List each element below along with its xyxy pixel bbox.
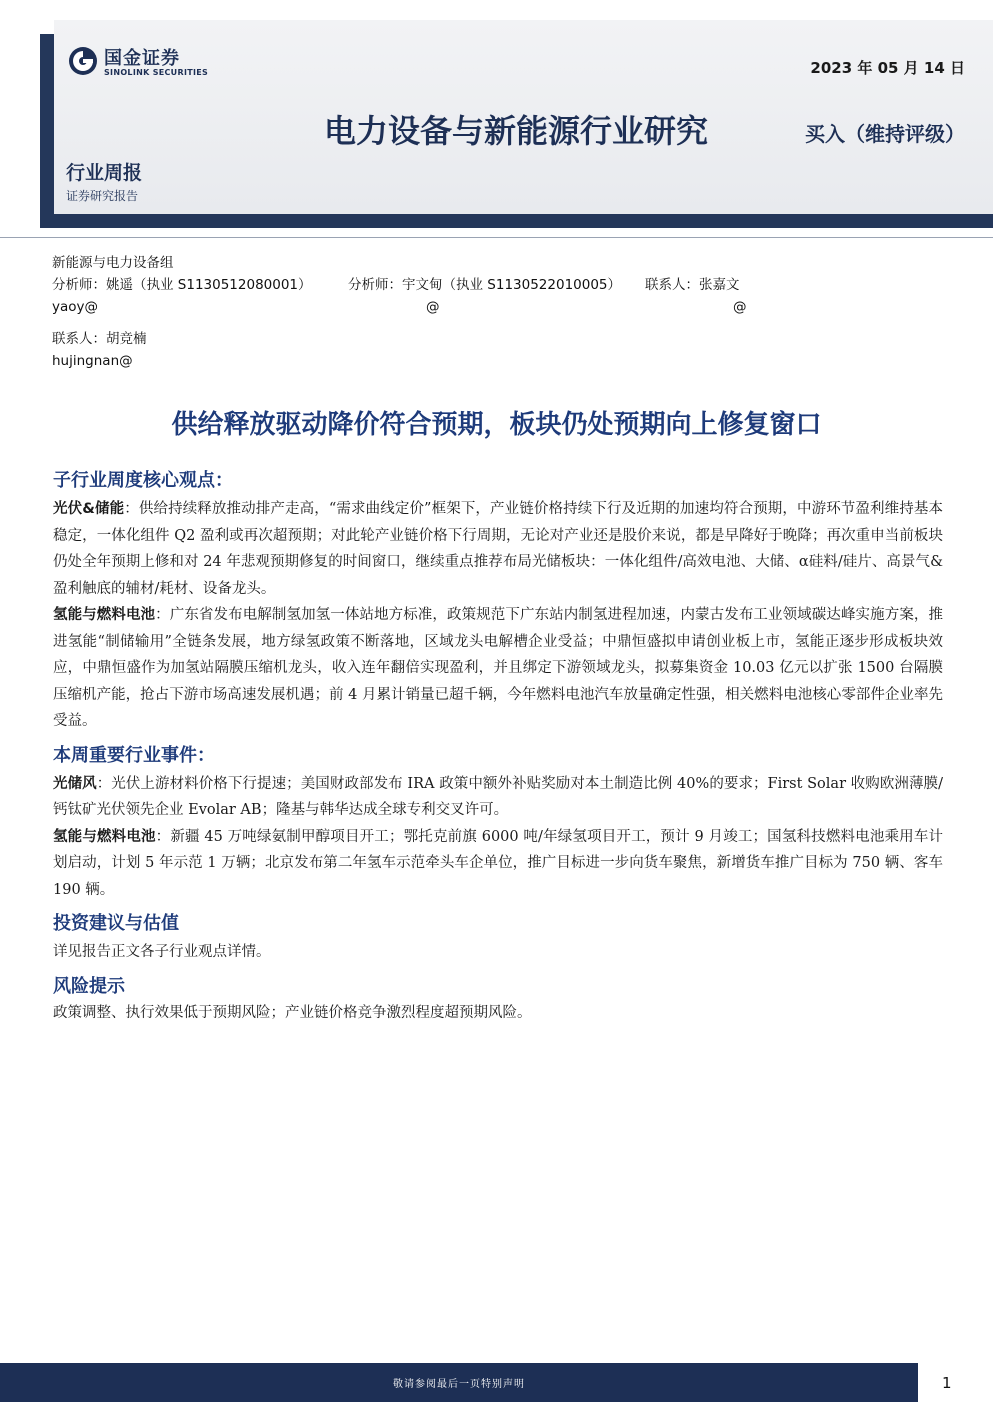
analyst-group-row bbox=[52, 252, 174, 274]
report-type: 行业周报 bbox=[66, 162, 143, 184]
analyst-group: 新能源与电力设备组 bbox=[52, 255, 174, 271]
report-body bbox=[53, 468, 943, 1026]
events-hydrogen-text: ：新疆 45 万吨绿氨制甲醇项目开工；鄂托克前旗 6000 吨/年绿氢项目开工，预计 9 月竣工；国氢科技燃料电池乘用车计划启动，计划 5 年示范 1 万辆；北京发布第二年氢车示范牵头车企单位，推广目标进一步向货车聚焦，新增货车推广目标为 750 辆、客车 190 辆。 bbox=[53, 828, 943, 898]
core-pv-text: ：供给持续释放推动排产走高，“需求曲线定价”框架下，产业链价格持续下行及近期的加速均符合预期，中游环节盈利维持基本稳定，一体化组件 Q2 盈利或再次超预期；对此轮产业链价格下行周期，无论对产业还是股价来说，都是早降好于晚降；再次重申当前板块仍处全年预期上修和对 24 年悲观预期修复的时间窗口，继续重点推荐布局光储板块：一体化组件/高效电池、大储、α硅料/硅片、高景气&盈利触底的辅材/耗材、设备龙头。 bbox=[53, 501, 943, 597]
section-events-title: 本周重要行业事件： bbox=[53, 744, 215, 766]
sinolink-logo-icon bbox=[68, 46, 98, 76]
logo-text-en: SINOLINK SECURITIES bbox=[104, 68, 209, 77]
analyst-roles-row bbox=[52, 274, 740, 296]
header-divider bbox=[0, 237, 993, 238]
events-pv-lead: 光储风 bbox=[53, 775, 97, 792]
report-date: 2023 年 05 月 14 日 bbox=[810, 59, 965, 77]
events-hydrogen-lead: 氢能与燃料电池 bbox=[53, 828, 156, 845]
core-hydrogen-paragraph bbox=[53, 602, 943, 735]
header-banner bbox=[54, 20, 993, 214]
contact-2-email-row bbox=[52, 350, 174, 372]
rating-badge: 买入（维持评级） bbox=[805, 122, 965, 146]
analyst-2: 分析师：宇文甸（执业 S1130522010005） bbox=[348, 277, 622, 293]
invest-text: 详见报告正文各子行业观点详情。 bbox=[53, 944, 271, 960]
contact-2-email[interactable]: hujingnan@ bbox=[52, 353, 133, 369]
logo-text-cn: 国金证券 bbox=[104, 48, 180, 69]
core-hydrogen-text: ：广东省发布电解制氢加氢一体站地方标准，政策规范下广东站内制氢进程加速，内蒙古发布工业领域碳达峰实施方案，推进氢能“制储输用”全链条发展，地方绿氢政策不断落地，区域龙头电解槽企业受益；中鼎恒盛拟申请创业板上市，氢能正逐步形成板块效应，中鼎恒盛作为加氢站隔膜压缩机龙头，收入连年翻倍实现盈利，并且绑定下游领域龙头，拟募集资金 10.03 亿元以扩张 1500 台隔膜压缩机产能，抢占下游市场高速发展机遇；前 4 月累计销量已超千辆，今年燃料电池汽车放量确定性强，相关燃料电池核心零部件企业率先受益。 bbox=[53, 607, 944, 729]
report-headline: 供给释放驱动降价符合预期，板块仍处预期向上修复窗口 bbox=[171, 410, 822, 440]
events-hydrogen-paragraph bbox=[53, 824, 943, 904]
report-title: 电力设备与新能源行业研究 bbox=[324, 112, 709, 150]
page-number: 1 bbox=[942, 1374, 952, 1392]
section-risk-title: 风险提示 bbox=[53, 975, 125, 997]
contact-1-email[interactable]: @ bbox=[733, 299, 747, 315]
core-hydrogen-lead: 氢能与燃料电池 bbox=[53, 607, 156, 623]
analyst-2-email[interactable]: @ bbox=[426, 299, 440, 315]
analyst-block bbox=[52, 252, 747, 372]
contact-2-row bbox=[52, 328, 174, 350]
contact-2: 联系人：胡竞楠 bbox=[52, 331, 147, 347]
events-pv-text: ：光伏上游材料价格下行提速；美国财政部发布 IRA 政策中额外补贴奖励对本土制造比例 40%的要求；First Solar 收购欧洲薄膜/钙钛矿光伏领先企业 Evolar AB；隆基与韩华达成全球专利交叉许可。 bbox=[53, 775, 944, 818]
analyst-1: 分析师：姚遥（执业 S1130512080001） bbox=[52, 277, 312, 293]
events-pv-paragraph bbox=[53, 771, 943, 824]
report-subtype: 证券研究报告 bbox=[66, 189, 139, 203]
analyst-emails-row bbox=[52, 296, 747, 318]
section-invest-title: 投资建议与估值 bbox=[53, 913, 179, 934]
risk-text: 政策调整、执行效果低于预期风险；产业链价格竞争激烈程度超预期风险。 bbox=[53, 1004, 532, 1021]
footer-disclaimer: 敬请参阅最后一页特别声明 bbox=[393, 1379, 525, 1390]
section-core-title: 子行业周度核心观点： bbox=[53, 470, 233, 491]
core-pv-lead: 光伏&储能 bbox=[53, 501, 125, 517]
contact-1: 联系人：张嘉文 bbox=[645, 277, 740, 293]
analyst-1-email[interactable]: yaoy@ bbox=[52, 299, 99, 315]
core-pv-storage-paragraph bbox=[53, 496, 943, 602]
